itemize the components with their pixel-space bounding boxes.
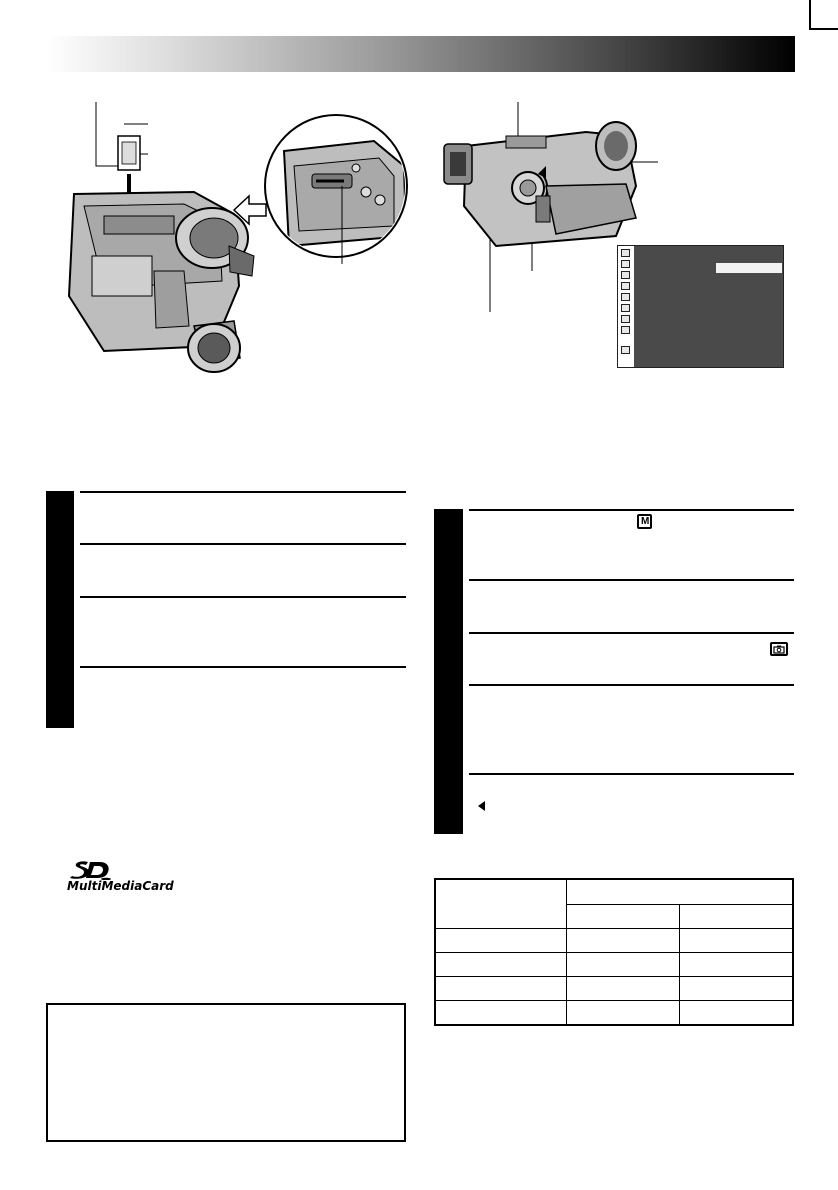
step-rule-left-4 [80,666,406,668]
table-cell [435,1001,567,1026]
table-header-cell [435,879,567,929]
step-rule-left-3 [80,596,406,598]
table-cell [435,953,567,977]
return-icon [621,346,630,354]
step-rule-right-1 [469,509,794,511]
wipe-fader-icon [621,249,630,257]
table-row [435,977,793,1001]
media-table [434,878,794,1026]
table-row [435,1001,793,1026]
corner-mark-horizontal [809,28,838,30]
table-header-cell [567,879,794,905]
table-cell [567,953,680,977]
table-cell [435,929,567,953]
mmc-logo: MultiMediaCard [67,879,174,893]
table-subheader-cell [567,905,680,929]
snapshot-mode-icon [770,642,788,656]
step-rule-left-1 [80,491,406,493]
table-row [435,953,793,977]
table-cell [567,977,680,1001]
sd-logo [68,860,112,880]
step-rule-left-2 [80,543,406,545]
camcorder-card-slot-illustration [44,96,414,386]
note-box [46,1003,406,1142]
table-cell [680,929,794,953]
table-row [435,929,793,953]
table-cell [680,977,794,1001]
corner-mark [809,0,811,30]
table-cell [680,1001,794,1026]
step-rule-right-5 [469,773,794,775]
page-header-band [46,36,795,72]
step-tab-right [434,509,463,834]
manual-mode-icon [637,514,652,529]
step-rule-right-3 [469,632,794,634]
program-ae-icon [621,260,630,268]
table-cell [567,1001,680,1026]
step-tab-left [46,491,74,728]
camera-icon [621,271,630,279]
left-arrow-icon [478,801,485,811]
table-cell [680,953,794,977]
date-time-icon [621,315,630,323]
table-header-row [435,879,793,905]
step-rule-right-2 [469,579,794,581]
step-rule-right-4 [469,684,794,686]
menu-highlight-bar [716,263,782,273]
table-cell [435,977,567,1001]
system-icon [621,304,630,312]
auto-icon [621,282,630,290]
manual-icon [621,293,630,301]
table-cell [567,929,680,953]
menu-screen [617,245,784,368]
manual-mode-glyph: M [641,516,650,527]
table-subheader-cell [680,905,794,929]
snapshot-icon [621,326,630,334]
